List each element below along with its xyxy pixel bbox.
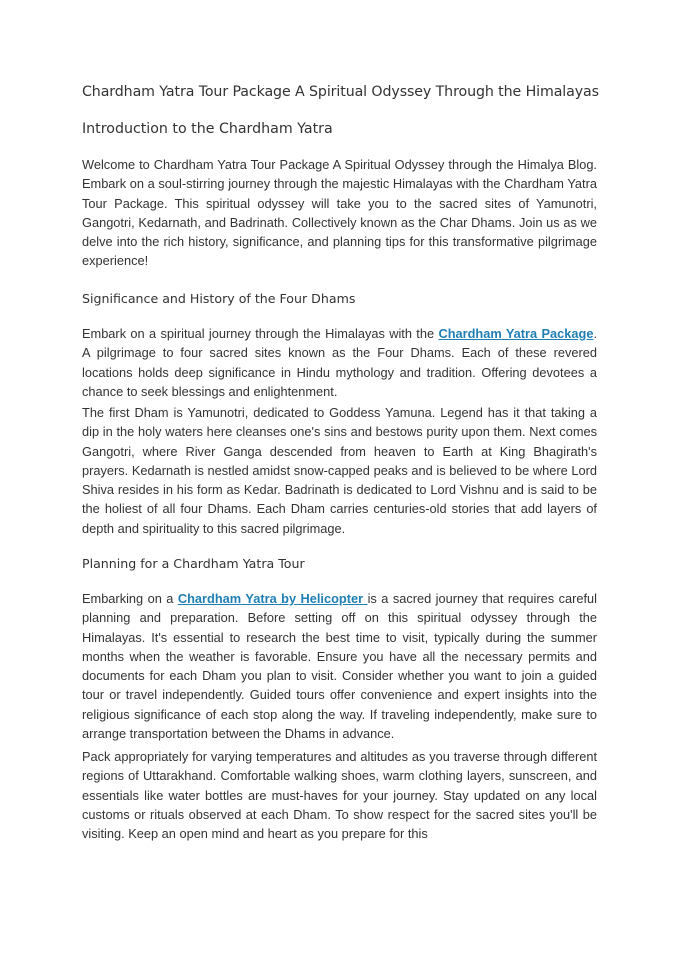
intro-heading: Introduction to the Chardham Yatra [82,121,333,137]
significance-text-before: Embark on a spiritual journey through the Himalayas with the [82,326,439,341]
planning-heading: Planning for a Chardham Yatra Tour [82,556,305,571]
planning-text-after: is a sacred journey that requires careful planning and preparation. Before setting off on this spiritual odyssey through the Himalayas. It's essential to research the best time to visit, typically during the summer months when the weather is favorable. Ensure you have all the necessary permits and documents for each Dham you plan to visit. Consider whether you want to join a guided tour or travel independently. Guided tours offer convenience and expert insights into the religious significance of each stop along the way. If traveling independently, make sure to arrange transportation between the Dhams in advance. [82,591,598,742]
planning-paragraph-2: Pack appropriately for varying temperatures and altitudes as you traverse through different regions of Uttarakhand. Comfortable walking shoes, warm clothing layers, sunscreen, and essentials like water bottles are must-haves for your journey. Stay updated on any local customs or rituals observed at each Dham. To show respect for the sacred sites you'll be visiting. Keep an open mind and heart as you prepare for this [82,749,597,842]
significance-heading: Significance and History of the Four Dhams [82,291,356,306]
intro-paragraph: Welcome to Chardham Yatra Tour Package A Spiritual Odyssey through the Himalya Blog. Embark on a soul-stirring journey through the majestic Himalayas with the Chardham Yatra Tour Package. This spiritual odyssey will take you to the sacred sites of Yamunotri, Gangotri, Kedarnath, and Badrinath. Collectively known as the Char Dhams. Join us as we delve into the rich history, significance, and planning tips for this transformative pilgrimage experience! [82,157,597,269]
planning-paragraph-1 [82,589,597,743]
significance-paragraph-1 [82,324,597,401]
planning-text-before: Embarking on a [82,591,178,606]
significance-paragraph-2: The first Dham is Yamunotri, dedicated to Goddess Yamuna. Legend has it that taking a dip in the holy waters here cleanses one's sins and bestows purity upon them. Next comes Gangotri, where River Ganga descended from heaven to Earth at King Bhagirath's prayers. Kedarnath is nestled amidst snow-capped peaks and is believed to be where Lord Shiva resides in his form as Kedar. Badrinath is dedicated to Lord Vishnu and is said to be the holiest of all four Dhams. Each Dham carries centuries-old stories that add layers of depth and spirituality to this sacred pilgrimage. [82,405,597,536]
significance-text-after: . A pilgrimage to four sacred sites known as the Four Dhams. Each of these revered locations holds deep significance in Hindu mythology and tradition. Offering devotees a chance to seek blessings and enlightenment. [82,326,598,399]
chardham-yatra-package-link[interactable]: Chardham Yatra Package [438,326,594,341]
chardham-yatra-helicopter-link[interactable]: Chardham Yatra by Helicopter [177,591,368,606]
document-title: Chardham Yatra Tour Package A Spiritual Odyssey Through the Himalayas [82,84,599,100]
